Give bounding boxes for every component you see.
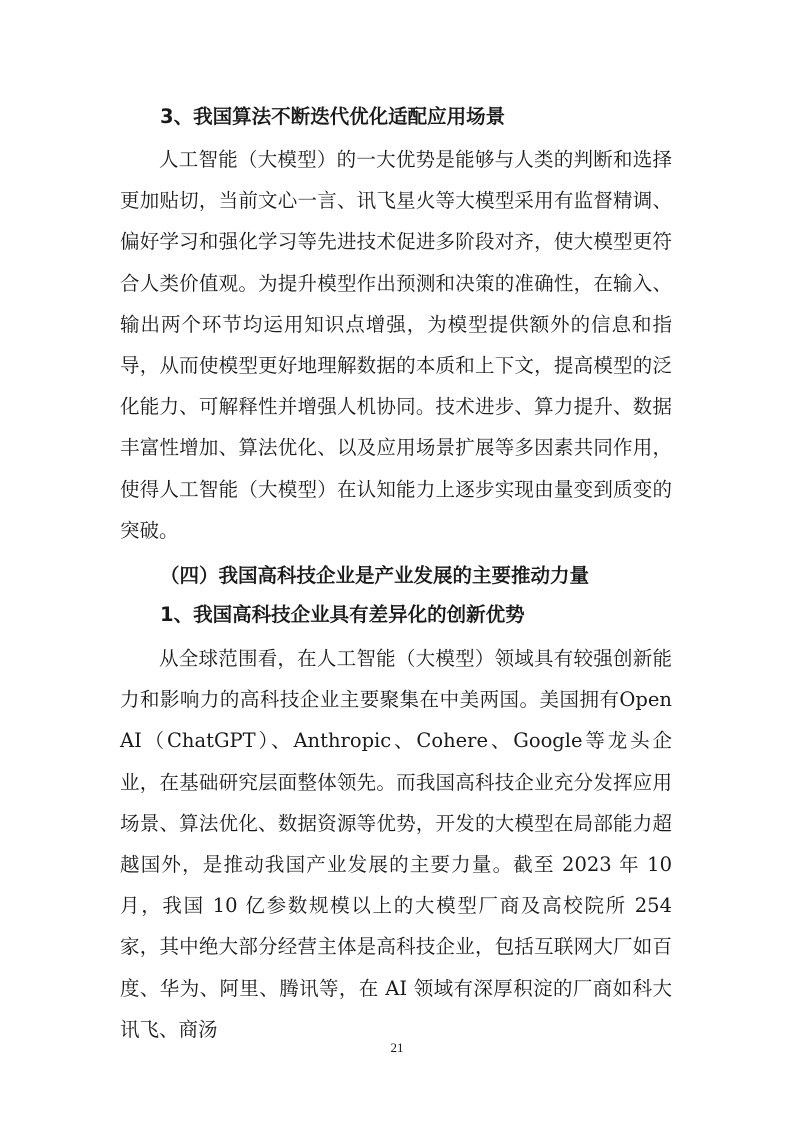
page-number: 21 <box>390 1040 404 1055</box>
subsection-heading-algorithm: 3、我国算法不断迭代优化适配应用场景 <box>160 105 506 128</box>
paragraph-enterprise: 从全球范围看，在人工智能（大模型）领域具有较强创新能力和影响力的高科技企业主要聚集在中美两国。美国拥有OpenAI（ChatGPT）、Anthropic、Cohere、Google等龙头企业，在基础研究层面整体领先。而我国高科技企业充分发挥应用场景、算法优化、数据资源等优势，开发的大模型在局部能力超越国外，是推动我国产业发展的主要力量。截至 2023 年 10 月，我国 10 亿参数规模以上的大模型厂商及高校院所 254 家，其中绝大部分经营主体是高科技企业，包括互联网大厂如百度、华为、阿里、腾讯等，在 AI 领域有深厚积淀的厂商如科大讯飞、商汤 <box>120 647 672 1041</box>
subsection-heading-enterprise: 1、我国高科技企业具有差异化的创新优势 <box>160 603 525 626</box>
paragraph-algorithm: 人工智能（大模型）的一大优势是能够与人类的判断和选择更加贴切，当前文心一言、讯飞星火等大模型采用有监督精调、偏好学习和强化学习等先进技术促进多阶段对齐，使大模型更符合人类价值观。为提升模型作出预测和决策的准确性，在输入、输出两个环节均运用知识点增强，为模型提供额外的信息和指导，从而使模型更好地理解数据的本质和上下文，提高模型的泛化能力、可解释性并增强人机协同。技术进步、算力提升、数据丰富性增加、算法优化、以及应用场景扩展等多因素共同作用，使得人工智能（大模型）在认知能力上逐步实现由量变到质变的突破。 <box>120 148 672 542</box>
section-heading-enterprises: （四）我国高科技企业是产业发展的主要推动力量 <box>160 564 590 587</box>
